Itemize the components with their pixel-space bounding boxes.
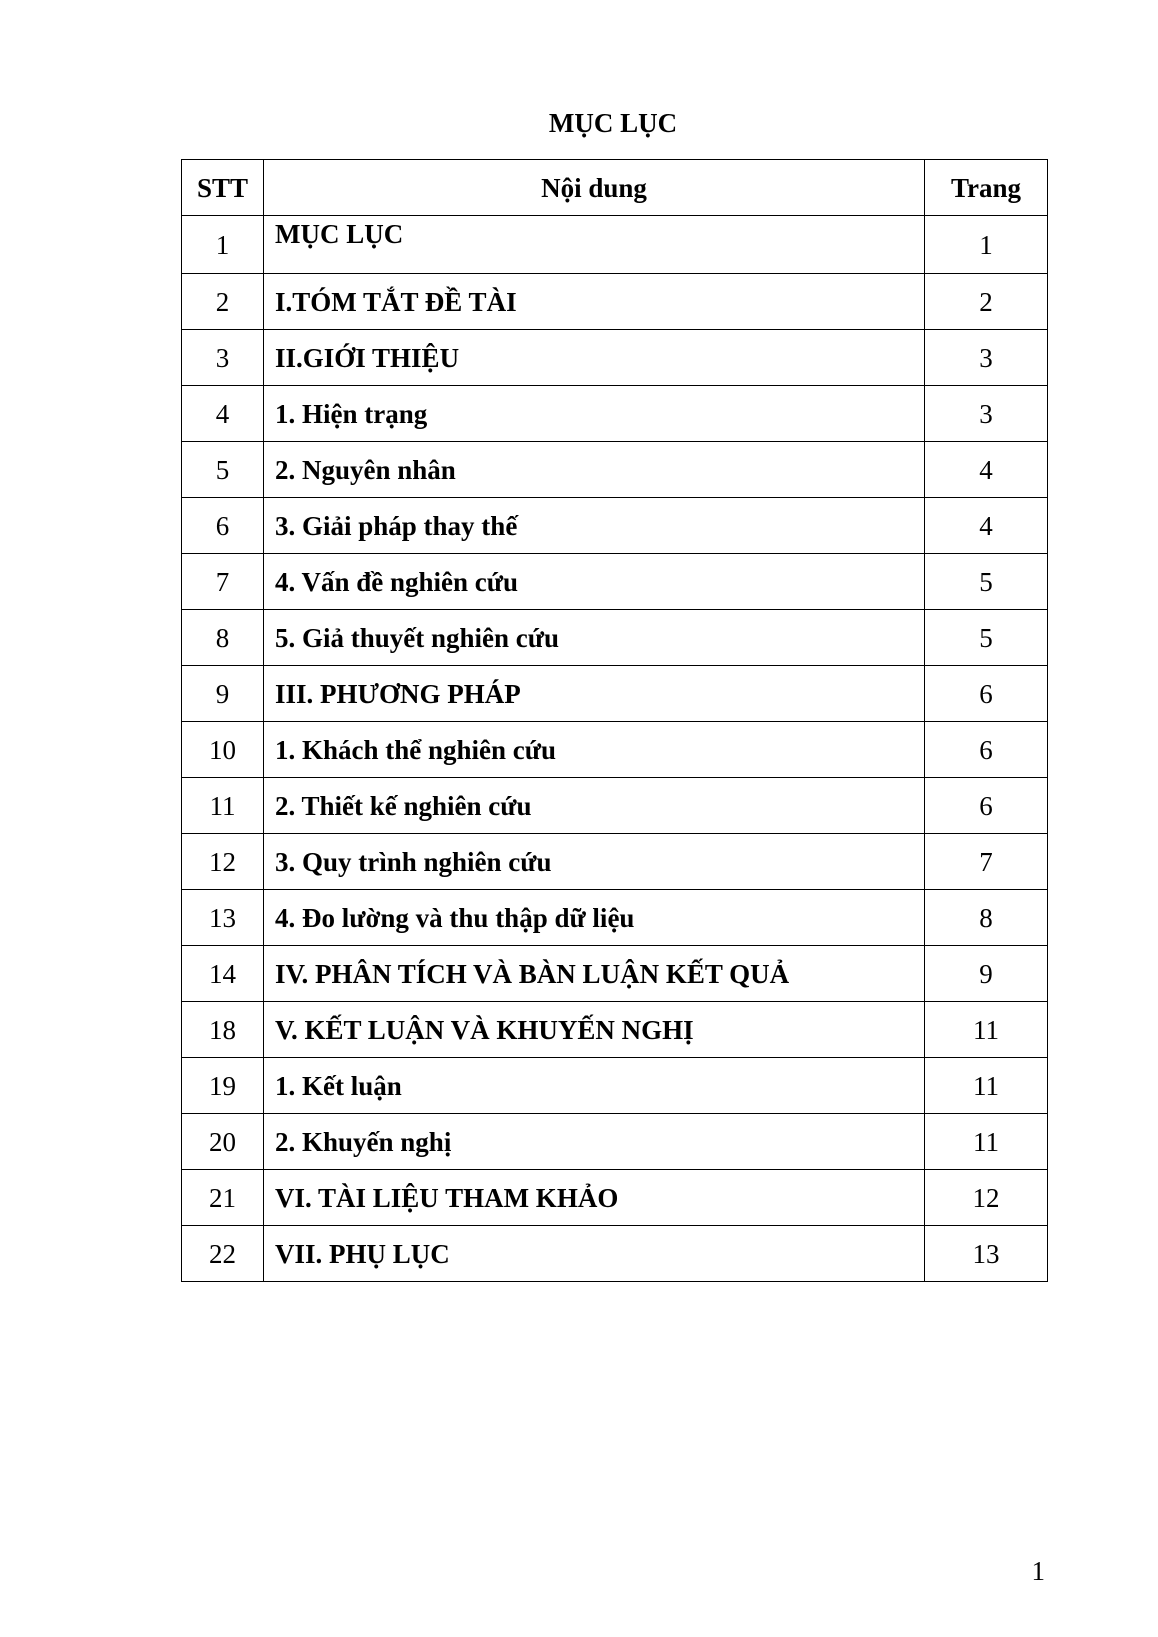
row-page: 6	[925, 722, 1048, 778]
table-row	[182, 1114, 1048, 1170]
row-page: 11	[925, 1114, 1048, 1170]
table-row	[182, 442, 1048, 498]
row-page: 13	[925, 1226, 1048, 1282]
table-row	[182, 834, 1048, 890]
row-content: II.GIỚI THIỆU	[264, 330, 925, 386]
row-content: III. PHƯƠNG PHÁP	[264, 666, 925, 722]
row-stt: 20	[182, 1114, 264, 1170]
row-content: 4. Vấn đề nghiên cứu	[264, 554, 925, 610]
row-stt: 12	[182, 834, 264, 890]
row-content: IV. PHÂN TÍCH VÀ BÀN LUẬN KẾT QUẢ	[264, 946, 925, 1002]
table-row	[182, 1058, 1048, 1114]
header-content: Nội dung	[264, 160, 925, 216]
row-content: 1. Hiện trạng	[264, 386, 925, 442]
header-page: Trang	[925, 160, 1048, 216]
table-row	[182, 1002, 1048, 1058]
row-page: 1	[925, 216, 1048, 274]
row-page: 8	[925, 890, 1048, 946]
table-of-contents	[181, 159, 1048, 1282]
row-page: 11	[925, 1002, 1048, 1058]
row-stt: 18	[182, 1002, 264, 1058]
row-page: 9	[925, 946, 1048, 1002]
row-content: I.TÓM TẮT ĐỀ TÀI	[264, 274, 925, 330]
row-page: 5	[925, 554, 1048, 610]
row-page: 12	[925, 1170, 1048, 1226]
row-page: 6	[925, 778, 1048, 834]
row-content: 2. Nguyên nhân	[264, 442, 925, 498]
row-stt: 10	[182, 722, 264, 778]
row-stt: 21	[182, 1170, 264, 1226]
row-stt: 5	[182, 442, 264, 498]
row-stt: 11	[182, 778, 264, 834]
row-stt: 19	[182, 1058, 264, 1114]
row-page: 2	[925, 274, 1048, 330]
row-content: 2. Khuyến nghị	[264, 1114, 925, 1170]
row-page: 7	[925, 834, 1048, 890]
row-page: 3	[925, 386, 1048, 442]
row-content: 1. Khách thể nghiên cứu	[264, 722, 925, 778]
table-row	[182, 554, 1048, 610]
row-stt: 2	[182, 274, 264, 330]
row-stt: 6	[182, 498, 264, 554]
page-title: MỤC LỤC	[548, 108, 678, 138]
row-page: 4	[925, 442, 1048, 498]
row-content: MỤC LỤC	[264, 216, 925, 274]
row-stt: 3	[182, 330, 264, 386]
row-stt: 1	[182, 216, 264, 274]
row-content: 4. Đo lường và thu thập dữ liệu	[264, 890, 925, 946]
row-content: V. KẾT LUẬN VÀ KHUYẾN NGHỊ	[264, 1002, 925, 1058]
table-row	[182, 946, 1048, 1002]
row-content: 2. Thiết kế nghiên cứu	[264, 778, 925, 834]
table-row	[182, 778, 1048, 834]
table-row	[182, 666, 1048, 722]
row-page: 6	[925, 666, 1048, 722]
row-content: 3. Giải pháp thay thế	[264, 498, 925, 554]
table-row	[182, 610, 1048, 666]
row-content: VII. PHỤ LỤC	[264, 1226, 925, 1282]
row-stt: 22	[182, 1226, 264, 1282]
page-number: 1	[1031, 1556, 1045, 1586]
row-content: 5. Giả thuyết nghiên cứu	[264, 610, 925, 666]
row-content: 1. Kết luận	[264, 1058, 925, 1114]
table-row	[182, 386, 1048, 442]
row-stt: 9	[182, 666, 264, 722]
row-content: 3. Quy trình nghiên cứu	[264, 834, 925, 890]
table-header-row	[182, 160, 1048, 216]
row-stt: 4	[182, 386, 264, 442]
row-stt: 8	[182, 610, 264, 666]
table-row	[182, 1226, 1048, 1282]
row-stt: 7	[182, 554, 264, 610]
table-row	[182, 216, 1048, 274]
table-row	[182, 722, 1048, 778]
row-page: 11	[925, 1058, 1048, 1114]
table-row	[182, 274, 1048, 330]
row-content: VI. TÀI LIỆU THAM KHẢO	[264, 1170, 925, 1226]
table-row	[182, 890, 1048, 946]
row-page: 5	[925, 610, 1048, 666]
table-row	[182, 498, 1048, 554]
row-stt: 14	[182, 946, 264, 1002]
row-page: 3	[925, 330, 1048, 386]
header-stt: STT	[182, 160, 264, 216]
row-page: 4	[925, 498, 1048, 554]
row-stt: 13	[182, 890, 264, 946]
table-row	[182, 1170, 1048, 1226]
table-row	[182, 330, 1048, 386]
